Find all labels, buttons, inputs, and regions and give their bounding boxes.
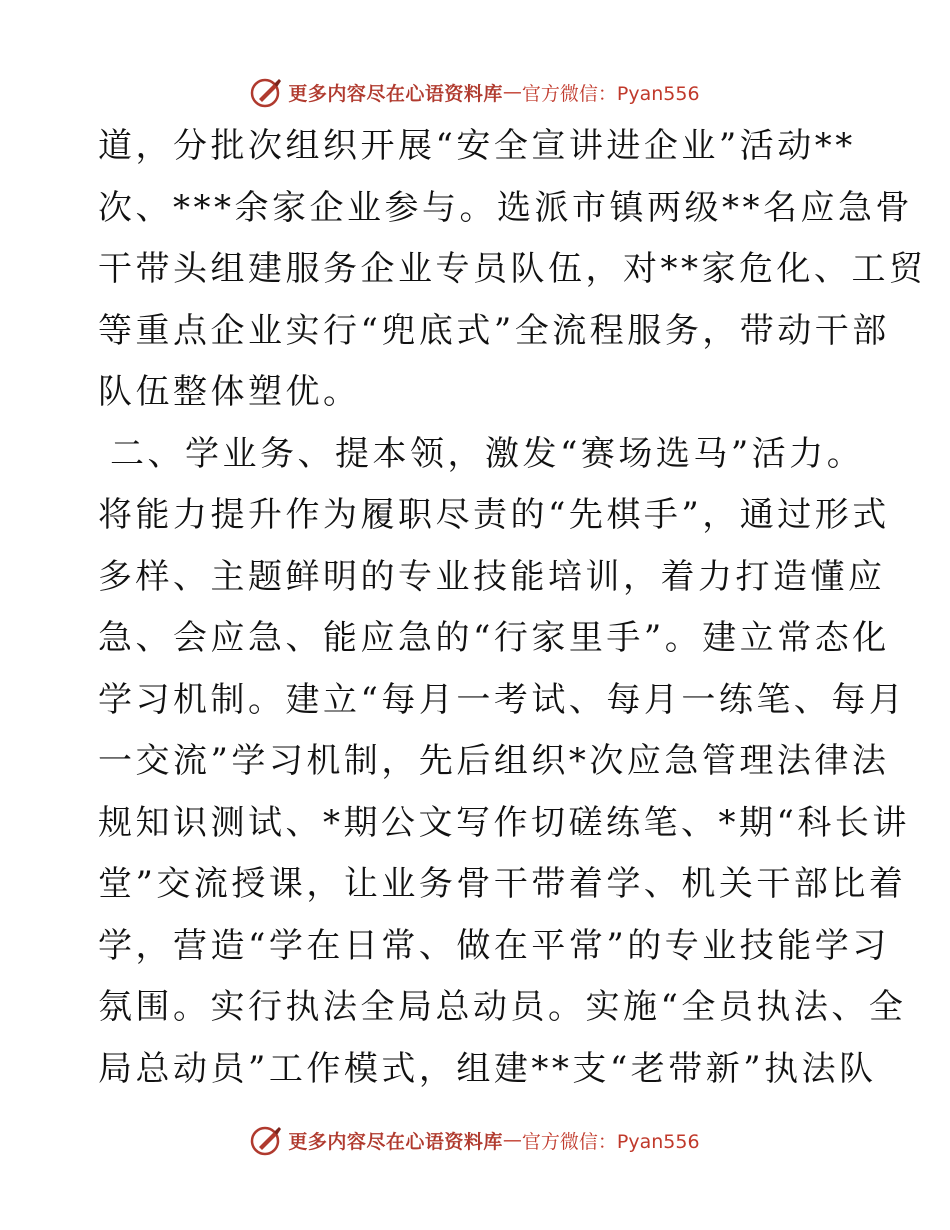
paragraph-line: 局总动员”工作模式，组建**支“老带新”执法队 [98, 1048, 877, 1089]
pen-logo-icon [250, 75, 284, 109]
paragraph-line: 氛围。实行执法全局总动员。实施“全员执法、全 [98, 987, 907, 1027]
paragraph-line: 队伍整体塑优。 [98, 372, 361, 412]
paragraph-line: 多样、主题鲜明的专业技能培训，着力打造懂应 [98, 556, 886, 597]
watermark-text: 更多内容尽在心语资料库 [288, 82, 503, 105]
paragraph-line: 干带头组建服务企业专员队伍，对**家危化、工贸 [98, 249, 927, 289]
section-heading: 二、学业务、提本领，激发“赛场选马”活力。 [110, 433, 865, 474]
watermark-text: 更多内容尽在心语资料库 [288, 1130, 503, 1153]
paragraph-line: 急、会应急、能应急的“行家里手”。建立常态化 [98, 618, 890, 658]
paragraph-line: 将能力提升作为履职尽责的“先棋手”，通过形式 [98, 495, 890, 535]
paragraph-line: 学习机制。建立“每月一考试、每月一练笔、每月 [98, 679, 907, 720]
paragraph-line: 学，营造“学在日常、做在平常”的专业技能学习 [98, 925, 890, 966]
header-watermark [0, 72, 950, 112]
footer-watermark [0, 1120, 950, 1160]
watermark-wechat: 官方微信：Pyan556 [521, 82, 700, 105]
document-body [98, 116, 927, 1100]
paragraph-line: 规知识测试、*期公文写作切磋练笔、*期“科长讲 [98, 802, 910, 843]
pen-logo-icon [250, 1123, 284, 1157]
paragraph-line: 次、***余家企业参与。选派市镇两级**名应急骨 [98, 187, 913, 228]
paragraph-line: 道，分批次组织开展“安全宣讲进企业”活动** [98, 126, 856, 166]
paragraph-line: 堂”交流授课，让业务骨干带着学、机关干部比着 [98, 864, 907, 904]
paragraph-line: 等重点企业实行“兜底式”全流程服务，带动干部 [98, 310, 890, 351]
paragraph-line: 一交流”学习机制，先后组织*次应急管理法律法 [98, 741, 890, 781]
watermark-dash: — [502, 1129, 522, 1151]
watermark-dash: — [502, 81, 522, 103]
watermark-wechat: 官方微信：Pyan556 [521, 1130, 700, 1153]
